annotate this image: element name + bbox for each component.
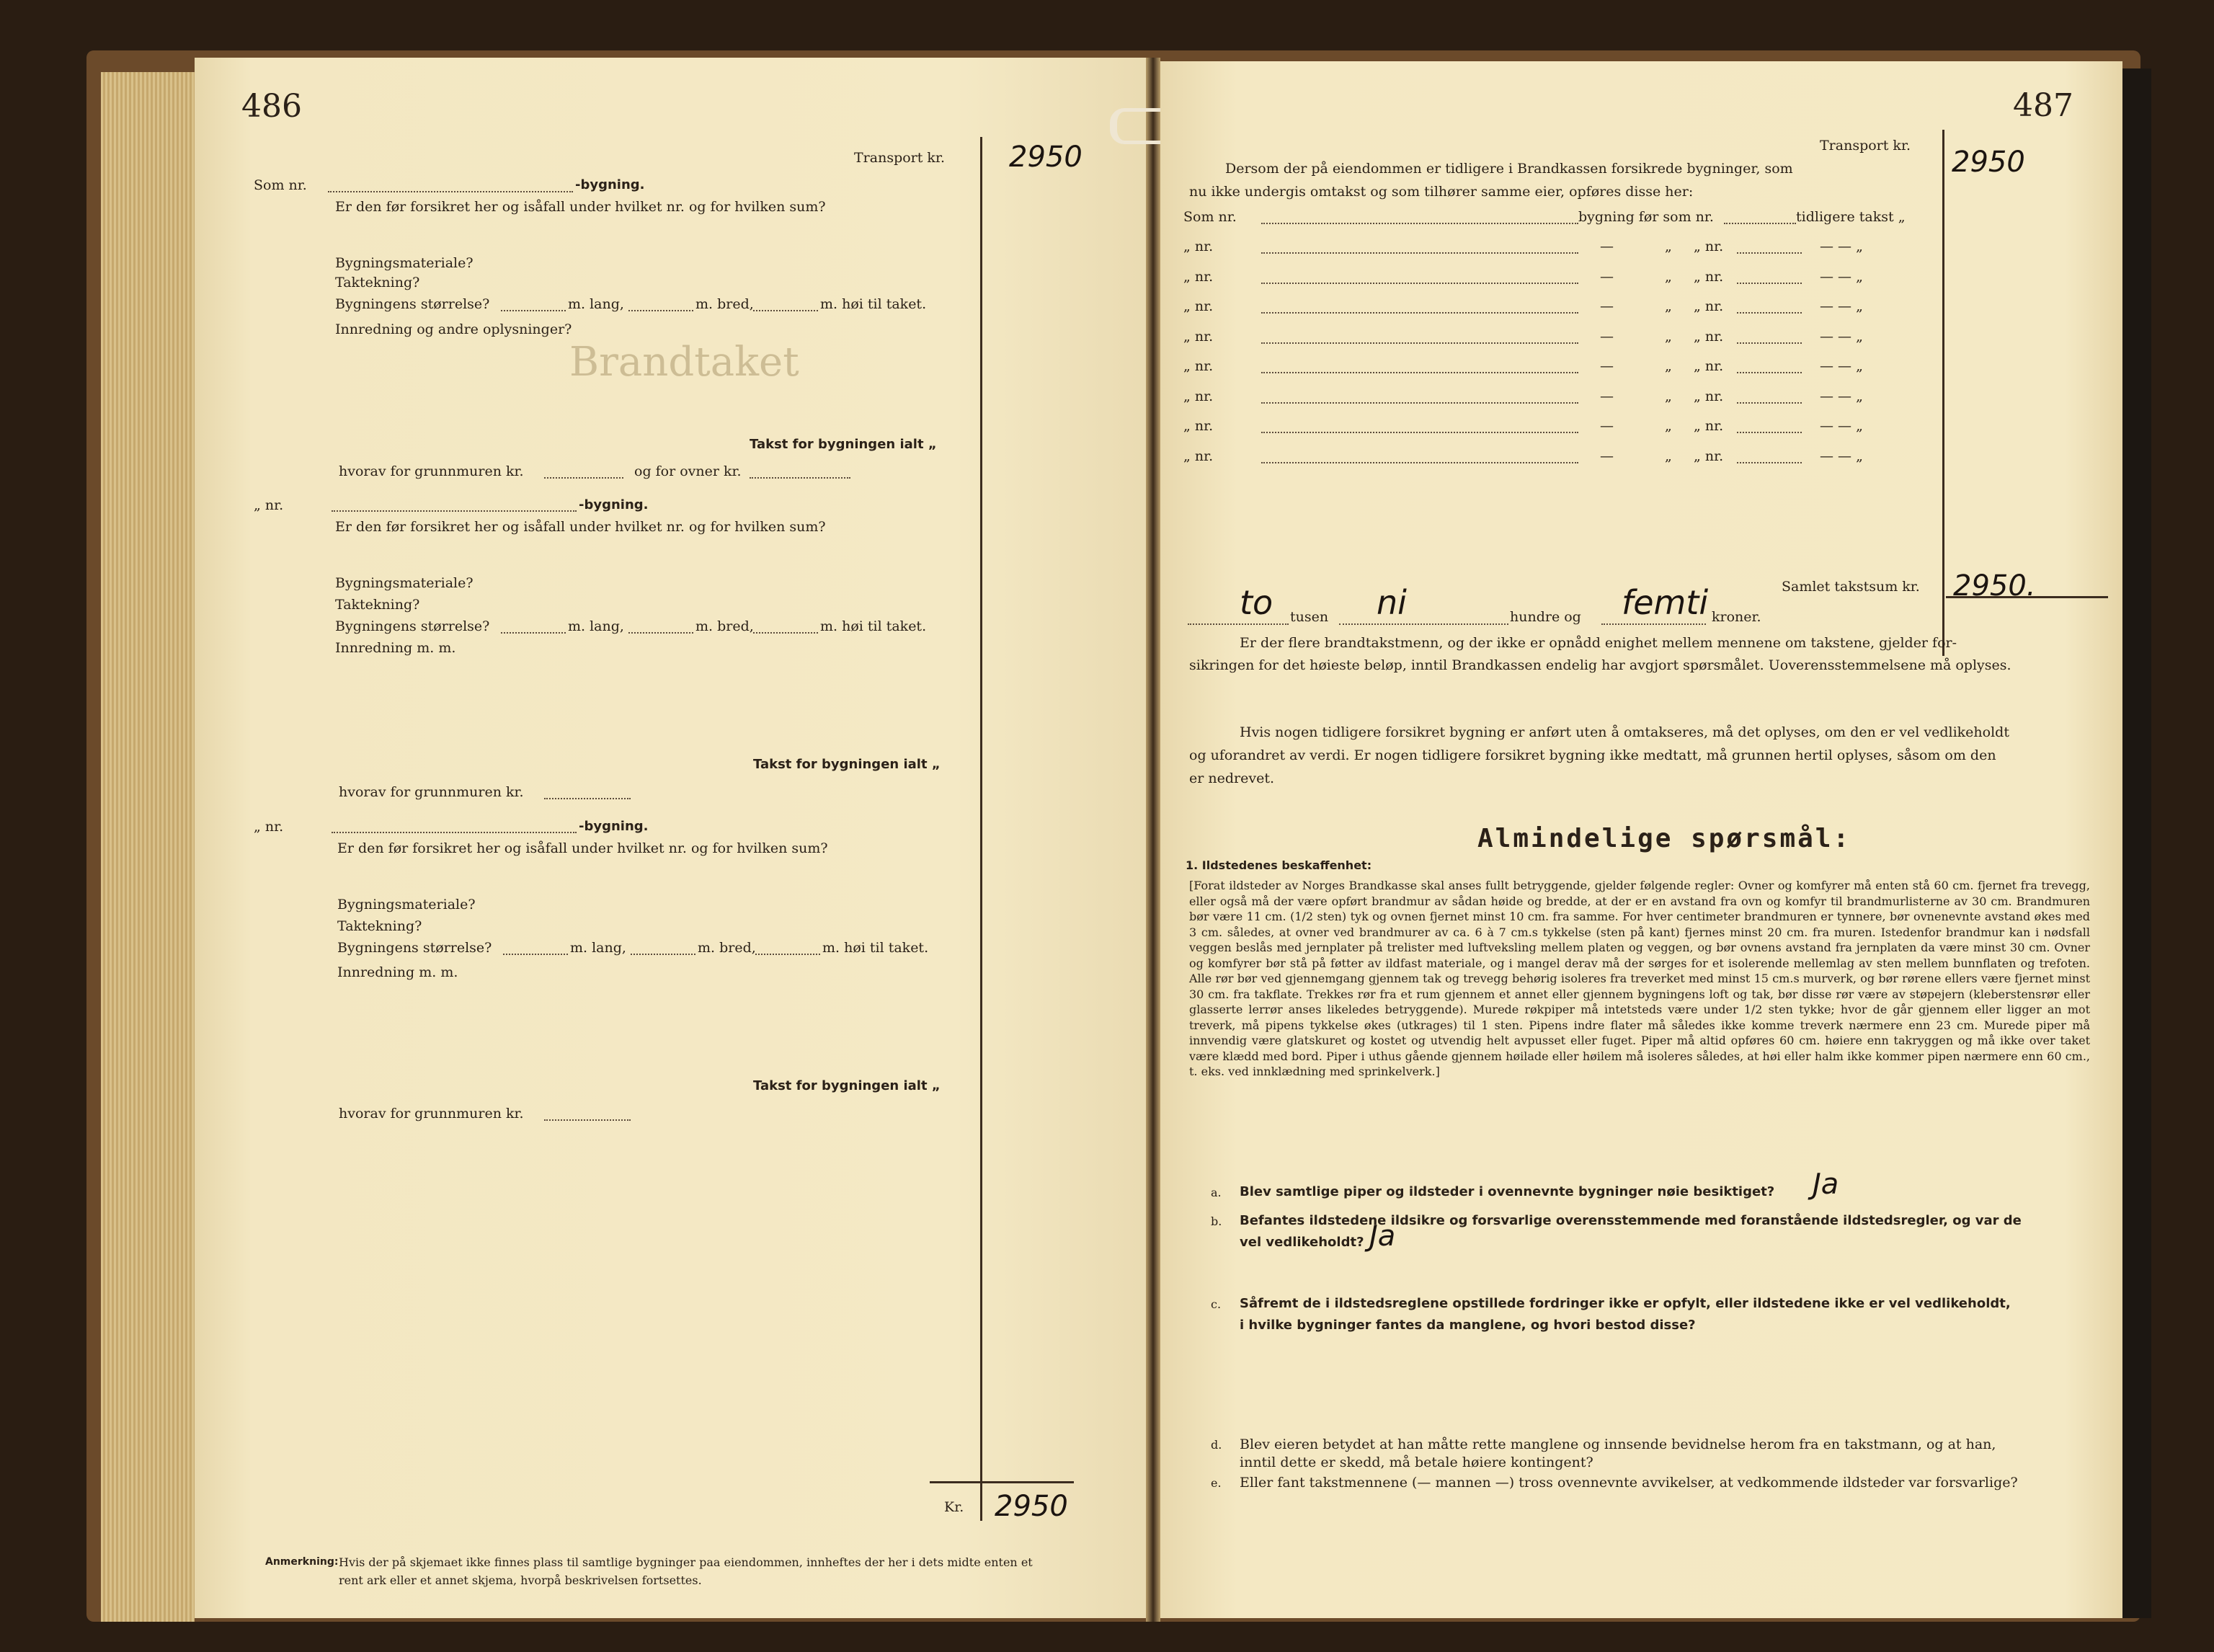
row-entry[interactable] [1261, 462, 1578, 463]
row-dash-end: — — „ [1820, 418, 1863, 434]
block-prefix: „ nr. [254, 819, 284, 835]
question-c-label: c. [1211, 1297, 1222, 1311]
row-entry-nr[interactable] [1737, 402, 1802, 404]
width-unit: m. bred, [698, 940, 756, 956]
row-ditto: „ [1665, 239, 1672, 254]
kroner-handwritten: femti [1622, 583, 1709, 622]
height-entry[interactable] [753, 310, 818, 311]
row-entry-nr[interactable] [1737, 372, 1802, 373]
row-dash-end: — — „ [1820, 388, 1863, 404]
transport-value-handwritten: 2950 [1952, 146, 2025, 179]
foundation-entry[interactable] [544, 798, 631, 799]
row-nr: „ nr. [1694, 298, 1724, 314]
row-dash: — [1600, 268, 1614, 285]
para2-line-3: er nedrevet. [1189, 771, 1274, 786]
question-b-line-2: vel vedlikeholdt? [1240, 1235, 1364, 1250]
row-entry[interactable] [1261, 372, 1578, 373]
row-entry[interactable] [1261, 252, 1578, 254]
question-e-text: Eller fant takstmennene (— mannen —) tross ovennevnte avvikelser, at vedkommende ildsteder var forsvarlige? [1240, 1475, 2018, 1491]
row-ditto: „ [1665, 298, 1672, 314]
question-a-label: a. [1211, 1186, 1222, 1199]
length-unit: m. lang, [570, 940, 626, 956]
words-line[interactable] [1601, 623, 1706, 625]
row-prefix: „ nr. [1183, 298, 1214, 314]
row-entry[interactable] [1261, 283, 1578, 284]
width-unit: m. bred, [695, 296, 754, 312]
para1-line-2: sikringen for det høieste beløp, inntil Brandkassen endelig har avgjort spørsmålet. Uoverensstemmelsene må oplyses. [1189, 657, 2011, 673]
material-question: Bygningsmateriale? [335, 575, 474, 591]
question-1-label: 1. Ildstedenes beskaffenhet: [1186, 858, 1372, 872]
row-nr: „ nr. [1694, 328, 1724, 345]
samlet-value-handwritten: 2950. [1953, 569, 2036, 603]
amount-column-rule [980, 137, 982, 1521]
question-e-label: e. [1211, 1476, 1222, 1490]
question-a-answer-handwritten: Ja [1813, 1168, 1839, 1201]
foundation-value-label: hvorav for grunnmuren kr. [339, 463, 524, 479]
row-ditto: „ [1665, 358, 1672, 374]
question-a-text: Blev samtlige piper og ildsteder i ovennevnte bygninger nøie besiktiget? [1240, 1184, 1775, 1199]
intro-line-1: Dersom der på eiendommen er tidligere i Brandkassen forsikrede bygninger, som [1225, 161, 1793, 177]
bygning-label: -bygning. [575, 177, 645, 192]
material-question: Bygningsmateriale? [335, 255, 474, 271]
question-b-line-1: Befantes ildstedene ildsikre og forsvarlige overensstemmende med foranstående ildstedsregler, og var de [1240, 1213, 2022, 1228]
length-entry[interactable] [501, 310, 566, 311]
interior-question: Innredning m. m. [337, 964, 458, 980]
width-entry[interactable] [628, 632, 693, 634]
block-prefix: Som nr. [254, 177, 307, 193]
row-prefix: „ nr. [1183, 239, 1214, 254]
row-dash-end: — — „ [1820, 448, 1863, 464]
anmerkning-line-1: Hvis der på skjemaet ikke finnes plass til samtlige bygninger paa eiendommen, innheftes der her i dets midte enten et [339, 1555, 1033, 1569]
row-prefix: „ nr. [1183, 358, 1214, 374]
hundre-handwritten: ni [1377, 583, 1407, 622]
row-dash: — [1600, 298, 1614, 314]
row-dash: — [1600, 388, 1614, 404]
width-entry[interactable] [628, 310, 693, 311]
row-ditto: „ [1665, 328, 1672, 345]
book-gutter [1146, 58, 1160, 1622]
entry-line[interactable] [332, 832, 577, 833]
row-entry-nr[interactable] [1737, 252, 1802, 254]
row-prefix: Som nr. [1183, 209, 1237, 225]
para2-line-1: Hvis nogen tidligere forsikret bygning er anført uten å omtakseres, må det oplyses, om den er vel vedlikeholdt [1240, 724, 2009, 740]
row-dash-end: — — „ [1820, 328, 1863, 345]
total-value-label: Takst for bygningen ialt „ [753, 1078, 941, 1093]
transport-value-handwritten: 2950 [1009, 141, 1082, 174]
row-entry-nr[interactable] [1724, 223, 1796, 224]
row-entry[interactable] [1261, 402, 1578, 404]
foundation-value-label: hvorav for grunnmuren kr. [339, 1106, 524, 1122]
row-dash: — [1600, 239, 1614, 254]
row-dash: — [1600, 358, 1614, 374]
page-stack-edge [101, 72, 195, 1622]
prior-insurance-question: Er den før forsikret her og isåfall under hvilket nr. og for hvilken sum? [337, 840, 828, 856]
prior-insurance-question: Er den før forsikret her og isåfall under hvilket nr. og for hvilken sum? [335, 519, 826, 535]
total-value-label: Takst for bygningen ialt „ [750, 437, 937, 452]
foundation-value-label: hvorav for grunnmuren kr. [339, 784, 524, 800]
prior-insurance-question: Er den før forsikret her og isåfall under hvilket nr. og for hvilken sum? [335, 199, 826, 215]
interior-question: Innredning m. m. [335, 640, 456, 656]
height-entry[interactable] [753, 632, 818, 634]
roofing-question: Taktekning? [335, 275, 420, 290]
bleed-through-heading: Brandtaket [569, 339, 799, 386]
height-unit: m. høi til taket. [822, 940, 929, 956]
row-dash-end: — — „ [1820, 358, 1863, 374]
row-prefix: „ nr. [1183, 418, 1214, 434]
row-dash-end: — — „ [1820, 239, 1863, 254]
tusen-label: tusen [1290, 609, 1329, 625]
row-entry[interactable] [1261, 432, 1578, 433]
anmerkning-line-2: rent ark eller et annet skjema, hvorpå beskrivelsen fortsettes. [339, 1573, 702, 1587]
row-entry-nr[interactable] [1737, 342, 1802, 344]
row-ditto: „ [1665, 388, 1672, 404]
length-entry[interactable] [501, 632, 566, 634]
width-unit: m. bred, [695, 618, 754, 634]
page-number: 487 [2013, 87, 2073, 124]
row-dash-end: — — „ [1820, 298, 1863, 314]
kroner-label: kroner. [1712, 609, 1761, 625]
length-unit: m. lang, [568, 296, 624, 312]
para2-line-2: og uforandret av verdi. Er nogen tidligere forsikret bygning ikke medtatt, må grunnen hertil oplyses, såsom om den [1189, 747, 1996, 763]
height-entry[interactable] [755, 954, 820, 955]
roofing-question: Taktekning? [337, 918, 422, 934]
question-b-answer-handwritten: Ja [1369, 1220, 1396, 1253]
row-mid: bygning før som nr. [1578, 209, 1714, 225]
question-c-line-2: i hvilke bygninger fantes da manglene, og hvori bestod disse? [1240, 1318, 1696, 1333]
row-nr: „ nr. [1694, 239, 1724, 254]
tusen-handwritten: to [1240, 583, 1273, 622]
row-dash: — [1600, 418, 1614, 434]
stove-value-label: og for ovner kr. [634, 463, 742, 479]
row-entry[interactable] [1261, 342, 1578, 344]
row-prefix: „ nr. [1183, 448, 1214, 464]
foundation-entry[interactable] [544, 1119, 631, 1121]
row-dash: — [1600, 448, 1614, 464]
row-entry-nr[interactable] [1737, 312, 1802, 314]
size-question: Bygningens størrelse? [337, 940, 492, 956]
row-end: tidligere takst „ [1796, 209, 1906, 225]
question-b-label: b. [1211, 1214, 1222, 1228]
row-nr: „ nr. [1694, 418, 1724, 434]
row-entry-nr[interactable] [1737, 432, 1802, 433]
row-nr: „ nr. [1694, 388, 1724, 404]
row-prefix: „ nr. [1183, 328, 1214, 345]
bygning-label: -bygning. [579, 819, 649, 834]
kr-value-handwritten: 2950 [995, 1490, 1068, 1523]
row-prefix: „ nr. [1183, 388, 1214, 404]
amount-column-rule [1942, 130, 1944, 656]
question-1-text: [Forat ildsteder av Norges Brandkasse skal anses fullt betryggende, gjelder følgende regler: Ovner og komfyrer må enten stå 60 cm. fjernet fra trevegg, eller også må der være opført brandmur av sådan høide og bredde, at der er en avstand fra ovn og komfyr til brandmurlisterne av 30 cm. Brandmuren bør være 11 cm. (1/2 sten) tyk og ovnen fjernet minst 10 cm. fra samme. For hver centimeter brandmuren er tynnere, bør ovnenevnte avstand økes med 3 cm. således, at ovner ved brandmurer av ca. 6 à 7 cm.s tykkelse (sten på kant) fjernes minst 20 cm. fra muren. Istedenfor brandmur kan i nødsfall veggen beslås med jernplater på trelister med luftveksling mellem platen og veggen, og bør ovnens avstand fra jernplaten da være minst 30 cm. Ovner og komfyrer bør stå på føtter av ildfast materiale, og i mangel derav må der sørges for et isolerende mellemlag av sten mellem bunnflaten og trefoten. Alle rør bør ved gjennemgang gjennem tak og trevegg behørig isoleres fra treverket med minst 15 cm.s murverk, og bør rørene ellers være fjernet minst 30 cm. fra takflate. Trekkes rør fra et rum gjennem et annet eller gjennem bygningens loft og tak, bør disse rør være av støpejern (kleberstensrør eller glasserte lerrør anses likeledes betryggende). Murede røkpiper må intetsteds være under 1/2 sten tykke; hvor de går gjennem eller ligger an mot treverk, må pipens tykkelse økes (utkrages) til 1 sten. Pipens indre flater må således ikke komme treverk nærmere enn 23 cm. Murede piper må innvendig være glatskuret og kostet og utvendig helt avpusset eller fuget. Piper må altid opføres 60 cm. høiere enn takryggen og må ikke over taket være klædd med bord. Piper i uthus gående gjennem høilade eller høilem må isoleres således, at høi eller halm ikke kommer pipen nærmere enn 60 cm., t. eks. ved innklædning med sprinkelverk.] [1189, 879, 2090, 1078]
height-unit: m. høi til taket. [820, 618, 927, 634]
row-ditto: „ [1665, 418, 1672, 434]
samlet-label: Samlet takstsum kr. [1782, 579, 1920, 595]
question-c-line-1: Såfremt de i ildstedsreglene opstillede fordringer ikke er opfylt, eller ildstedene ikke er vel vedlikeholdt, [1240, 1296, 2011, 1311]
roofing-question: Taktekning? [335, 597, 420, 613]
para1-line-1: Er der flere brandtakstmenn, og der ikke er opnådd enighet mellem mennene om takstene, gjelder for- [1240, 635, 1957, 651]
words-line[interactable] [1339, 623, 1508, 625]
page-stack-edge-right [2122, 68, 2151, 1618]
kr-label: Kr. [944, 1499, 964, 1515]
question-d-line-1: Blev eieren betydet at han måtte rette manglene og innsende bevidnelse herom fra en takstmann, og at han, [1240, 1436, 1996, 1452]
transport-label: Transport kr. [854, 150, 945, 166]
size-question: Bygningens størrelse? [335, 296, 490, 312]
row-dash-end: — — „ [1820, 268, 1863, 285]
block-prefix: „ nr. [254, 497, 284, 513]
foundation-entry[interactable] [544, 477, 623, 479]
height-unit: m. høi til taket. [820, 296, 927, 312]
right-page [1160, 61, 2122, 1618]
anmerkning-label: Anmerkning: [265, 1556, 339, 1568]
interior-question: Innredning og andre oplysninger? [335, 321, 572, 337]
left-page [195, 58, 1146, 1618]
transport-label: Transport kr. [1820, 138, 1911, 154]
row-ditto: „ [1665, 448, 1672, 464]
row-nr: „ nr. [1694, 268, 1724, 285]
stove-entry[interactable] [750, 477, 850, 479]
row-entry-nr[interactable] [1737, 283, 1802, 284]
entry-line[interactable] [328, 191, 573, 192]
total-rule [930, 1481, 1074, 1483]
intro-line-2: nu ikke undergis omtakst og som tilhører samme eier, opføres disse her: [1189, 184, 1694, 200]
size-question: Bygningens størrelse? [335, 618, 490, 634]
hundre-label: hundre og [1510, 609, 1581, 625]
material-question: Bygningsmateriale? [337, 897, 476, 912]
bygning-label: -bygning. [579, 497, 649, 512]
row-nr: „ nr. [1694, 358, 1724, 374]
row-nr: „ nr. [1694, 448, 1724, 464]
entry-line[interactable] [332, 510, 577, 512]
question-d-label: d. [1211, 1438, 1222, 1452]
page-number: 486 [241, 88, 302, 125]
row-ditto: „ [1665, 268, 1672, 285]
total-value-label: Takst for bygningen ialt „ [753, 757, 941, 772]
length-entry[interactable] [503, 954, 568, 955]
question-d-line-2: inntil dette er skedd, må betale høiere kontingent? [1240, 1455, 1593, 1470]
length-unit: m. lang, [568, 618, 624, 634]
row-prefix: „ nr. [1183, 268, 1214, 285]
words-line[interactable] [1188, 623, 1289, 625]
row-entry[interactable] [1261, 312, 1578, 314]
section-title: Almindelige spørsmål: [1477, 824, 1851, 853]
row-entry-nr[interactable] [1737, 462, 1802, 463]
row-entry[interactable] [1261, 223, 1578, 224]
row-dash: — [1600, 328, 1614, 345]
width-entry[interactable] [631, 954, 695, 955]
